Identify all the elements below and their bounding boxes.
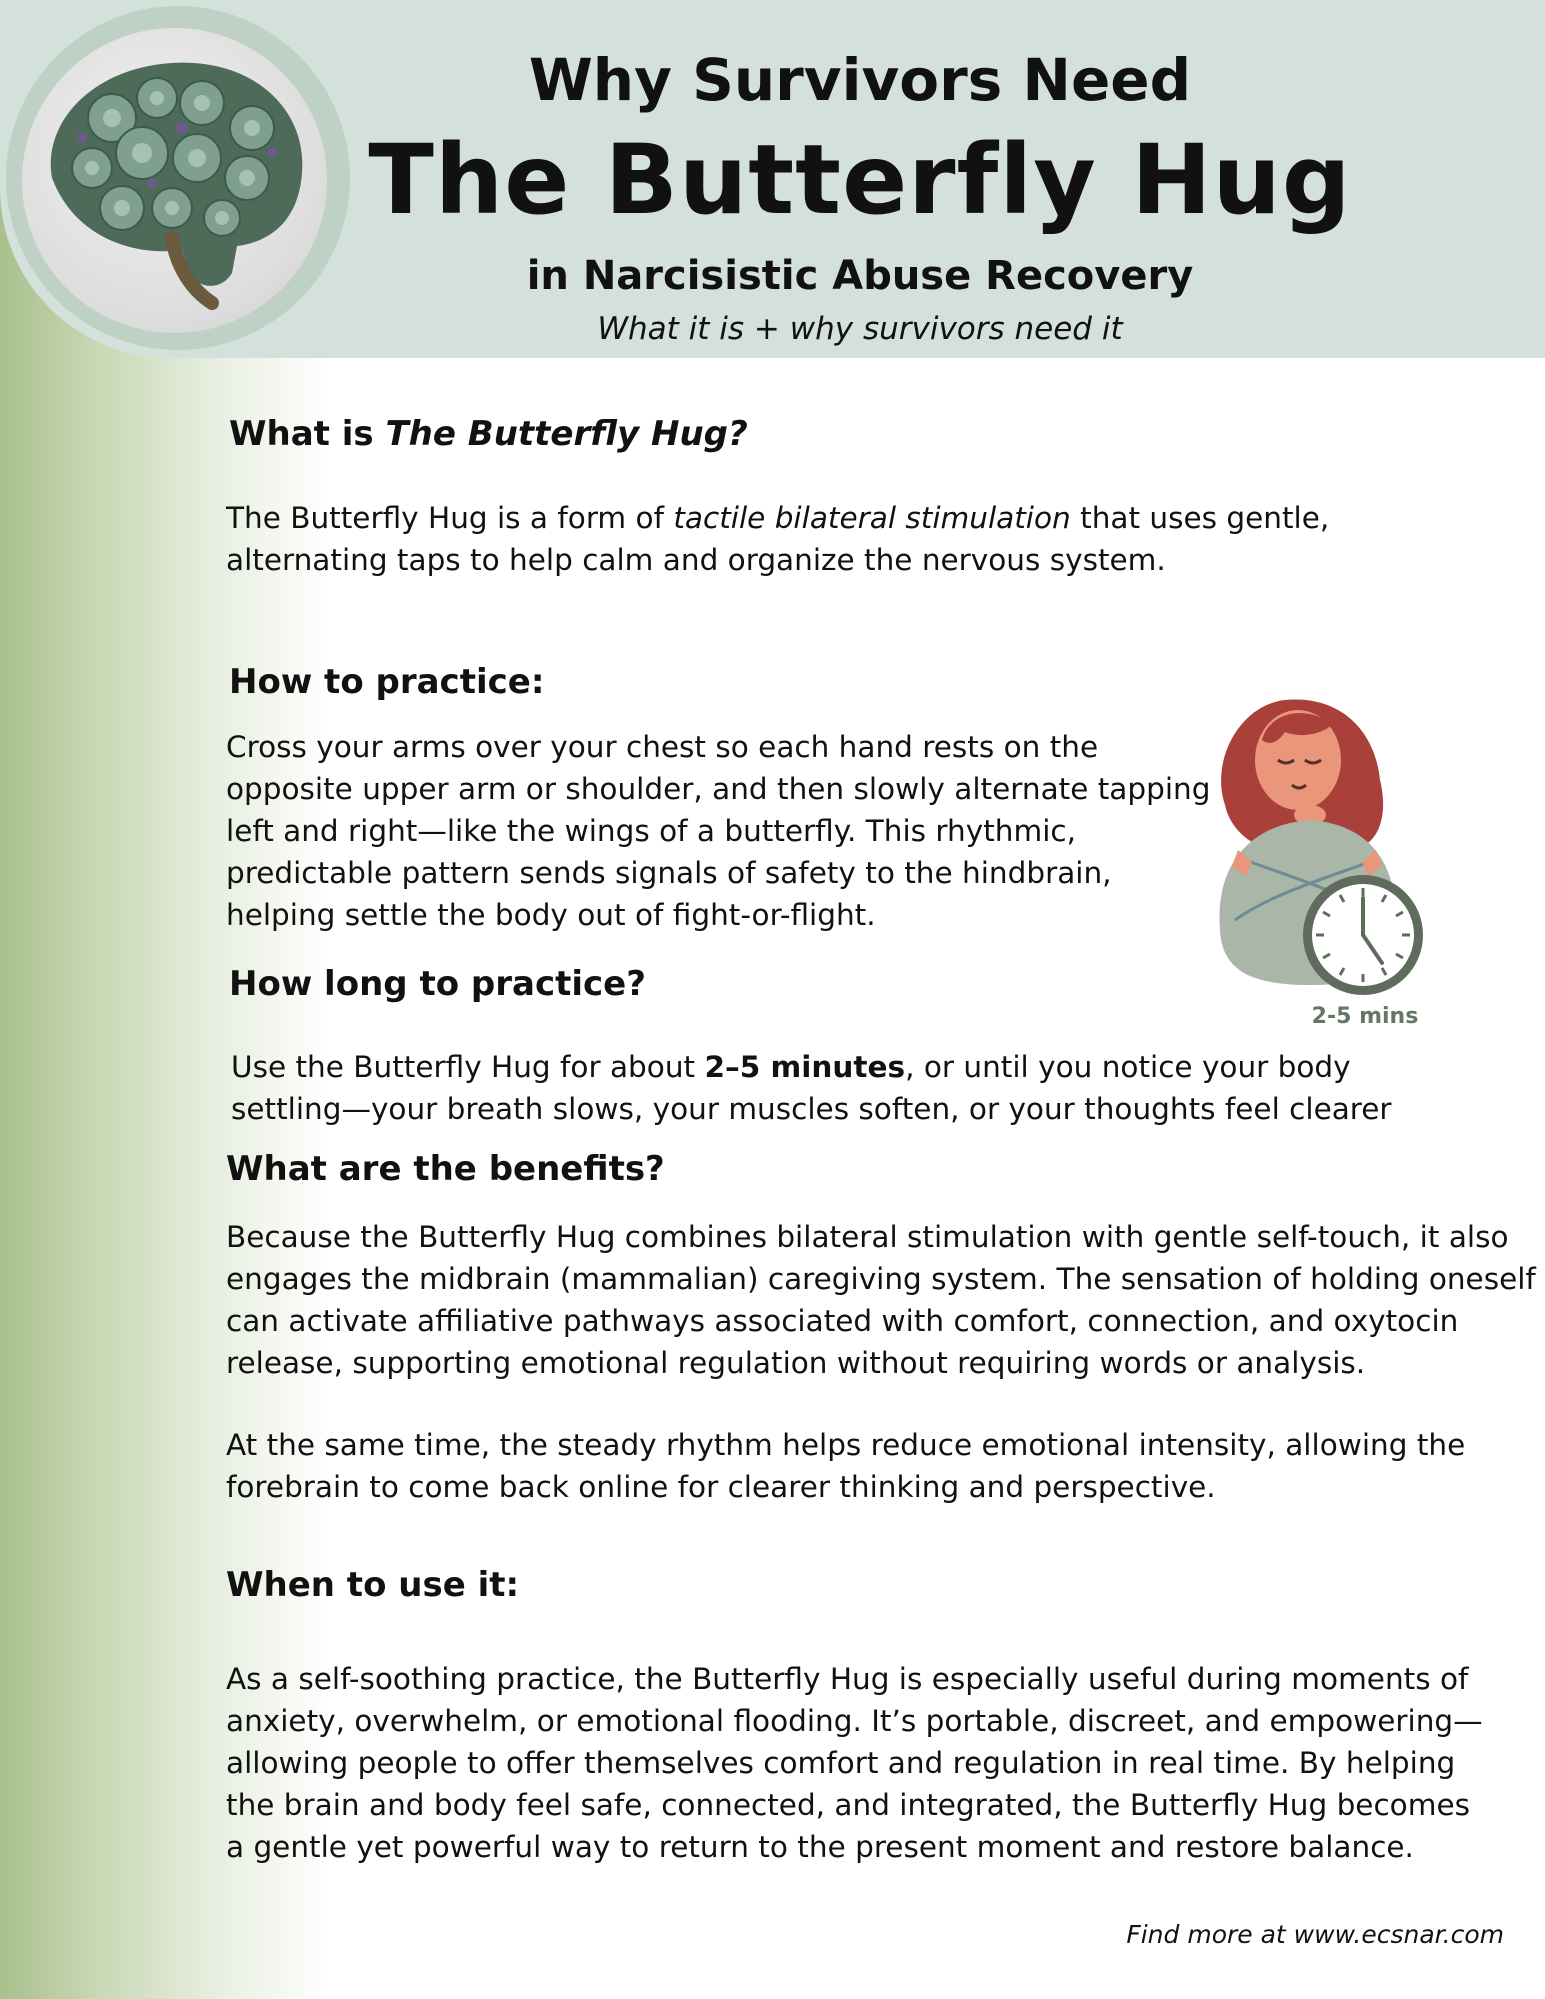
when-line: allowing people to offer themselves comfort and regulation in real time. By helping [226,1746,1456,1780]
benefits-line: At the same time, the steady rhythm helps reduce emotional intensity, allowing the [226,1428,1466,1462]
how-line: Cross your arms over your chest so each hand rests on the [226,730,1099,764]
footer-website-link[interactable]: Find more at www.ecsnar.com [1126,1920,1504,1949]
what-is-text-end: that uses gentle, [1070,501,1330,535]
how-line: helping settle the body out of fight-or-flight. [226,898,876,932]
clock-icon [1298,870,1428,1000]
tagline: What it is + why survivors need it [597,311,1123,347]
benefits-line: forebrain to come back online for clearer thinking and perspective. [226,1470,1216,1504]
heading-what-is-italic: The Butterfly Hug? [385,414,748,454]
what-is-text-italic: tactile bilateral stimulation [673,501,1071,535]
how-line: left and right—like the wings of a butterfly. This rhythmic, [226,814,1076,848]
when-line: anxiety, overwhelm, or emotional flooding. It’s portable, discreet, and empowering— [226,1704,1483,1738]
title-block [360,40,1360,352]
when-to-use-paragraph [226,1658,1483,1868]
heading-how-to-practice: How to practice: [229,662,545,702]
how-line: predictable pattern sends signals of safety to the hindbrain, [226,856,1112,890]
benefits-line: engages the midbrain (mammalian) caregiving system. The sensation of holding oneself [226,1262,1536,1296]
title-line-1: Why Survivors Need [528,46,1192,114]
when-line: the brain and body feel safe, connected, and integrated, the Butterfly Hug becomes [226,1788,1470,1822]
heading-how-long: How long to practice? [229,964,646,1004]
how-line: opposite upper arm or shoulder, and then slowly alternate tapping [226,772,1211,806]
when-line: As a self-soothing practice, the Butterfly Hug is especially useful during moments of [226,1662,1469,1696]
how-long-line2: settling—your breath slows, your muscles soften, or your thoughts feel clearer [231,1092,1392,1126]
succulent-brain-image [22,28,327,333]
heading-what-is [229,412,748,456]
benefits-paragraph-1 [226,1216,1536,1384]
main-title: The Butterfly Hug [368,124,1352,236]
when-line: a gentle yet powerful way to return to the present moment and restore balance. [226,1830,1414,1864]
clock-label: 2-5 mins [1311,1004,1419,1029]
heading-benefits: What are the benefits? [226,1149,665,1189]
heading-what-is-prefix: What is [229,414,386,454]
how-long-text-bold: 2–5 minutes [704,1050,906,1084]
how-to-practice-paragraph [226,726,1210,936]
benefits-paragraph-2 [226,1424,1465,1508]
benefits-line: Because the Butterfly Hug combines bilateral stimulation with gentle self-touch, it also [226,1220,1509,1254]
benefits-line: can activate affiliative pathways associated with comfort, connection, and oxytocin [226,1304,1459,1338]
what-is-text-start: The Butterfly Hug is a form of [226,501,674,535]
how-long-text-end: , or until you notice your body [905,1050,1351,1084]
header-banner [0,0,1545,358]
what-is-text-line2: alternating taps to help calm and organize the nervous system. [226,543,1166,577]
what-is-paragraph [226,497,1329,581]
heading-when-to-use: When to use it: [226,1565,520,1605]
how-long-paragraph [231,1046,1392,1130]
benefits-line: release, supporting emotional regulation without requiring words or analysis. [226,1346,1366,1380]
subtitle: in Narcisistic Abuse Recovery [526,253,1194,299]
how-long-text-start: Use the Butterfly Hug for about [231,1050,705,1084]
